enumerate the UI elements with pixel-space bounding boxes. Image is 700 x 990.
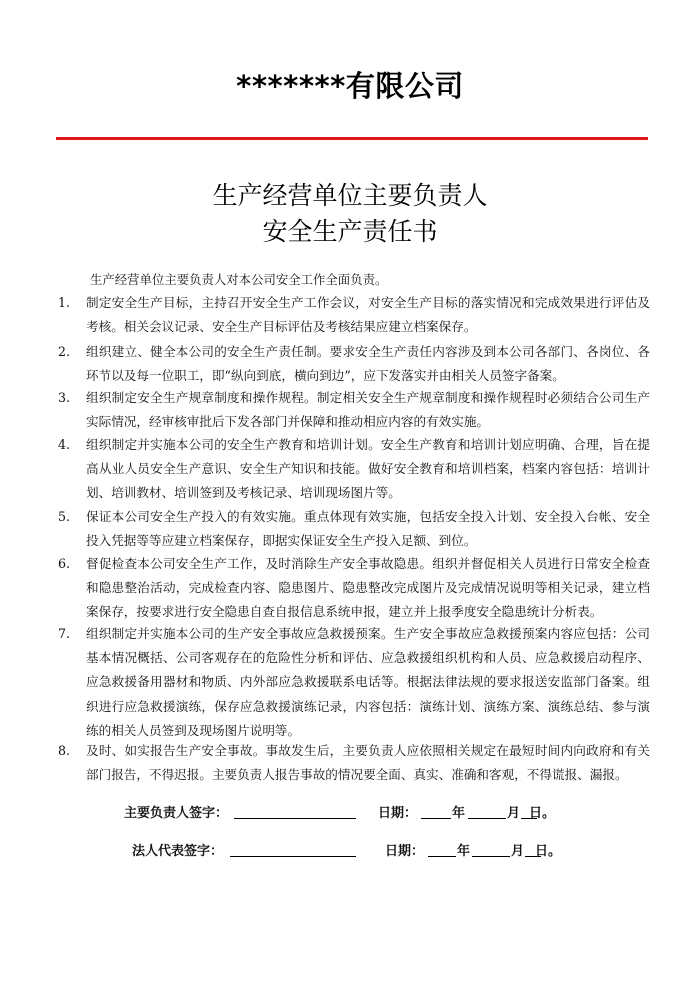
legal-day-label: 日。 bbox=[535, 844, 562, 859]
responsible-month-label: 月 bbox=[507, 806, 521, 821]
item-number: 6. bbox=[58, 556, 71, 571]
legal-month-label: 月 bbox=[511, 844, 525, 859]
item-number: 7. bbox=[58, 626, 71, 641]
legal-signature-label: 法人代表签字： bbox=[132, 844, 224, 859]
legal-year-label: 年 bbox=[457, 844, 471, 859]
item-text: 保证本公司安全生产投入的有效实施。重点体现有效实施，包括安全投入计划、安全投入台帐、安全投入凭据等等应建立档案保存，即据实保证安全生产投入足额、到位。 bbox=[86, 509, 650, 549]
item-number: 8. bbox=[58, 743, 71, 758]
item-number: 3. bbox=[58, 390, 71, 405]
list-item bbox=[50, 386, 650, 434]
item-text: 组织制定并实施本公司的安全生产教育和培训计划。安全生产教育和培训计划应明确、合理，旨在提高从业人员安全生产意识、安全生产知识和技能。做好安全教育和培训档案，档案内容包括：培训计划、培训教材、培训签到及考核记录、培训现场图片等。 bbox=[86, 437, 650, 501]
item-text: 及时、如实报告生产安全事故。事故发生后，主要负责人应依照相关规定在最短时间内向政府和有关部门报告，不得迟报。主要负责人报告事故的情况要全面、真实、准确和客观，不得谎报、漏报。 bbox=[86, 743, 650, 783]
responsible-date-label: 日期： bbox=[378, 806, 418, 821]
item-number: 1. bbox=[58, 295, 71, 310]
list-item bbox=[50, 739, 650, 787]
header-divider bbox=[56, 137, 648, 140]
item-text: 组织制定并实施本公司的生产安全事故应急救援预案。生产安全事故应急救援预案内容应包括：公司基本情况概括、公司客观存在的危险性分析和评估、应急救援组织机构和人员、应急救援启动程序、应急救援备用器材和物质、内外部应急救援联系电话等。根据法律法规的要求报送安监部门备案。组织进行应急救援演练，保存应急救援演练记录，内容包括：演练计划、演练方案、演练总结、参与演练的相关人员签到及现场图片说明等。 bbox=[86, 626, 650, 738]
legal-date-label: 日期： bbox=[385, 844, 425, 859]
responsible-year-label: 年 bbox=[452, 806, 466, 821]
item-number: 2. bbox=[58, 344, 71, 359]
list-item bbox=[50, 433, 650, 506]
list-item bbox=[50, 340, 650, 388]
intro-paragraph: 生产经营单位主要负责人对本公司安全工作全面负责。 bbox=[90, 272, 388, 287]
document-title-line1: 生产经营单位主要负责人 bbox=[212, 181, 488, 210]
item-number: 4. bbox=[58, 437, 71, 452]
company-name: *******有限公司 bbox=[236, 69, 464, 103]
item-text: 督促检查本公司安全生产工作，及时消除生产安全事故隐患。组织并督促相关人员进行日常安全检查和隐患整治活动，完成检查内容、隐患图片、隐患整改完成图片及完成情况说明等相关记录，建立档案保存，按要求进行安全隐患自查自报信息系统申报，建立并上报季度安全隐患统计分析表。 bbox=[86, 556, 650, 620]
list-item bbox=[50, 505, 650, 553]
responsible-day-label: 日。 bbox=[529, 806, 556, 821]
list-item bbox=[50, 622, 650, 743]
responsible-signature-label: 主要负责人签字： bbox=[124, 806, 229, 821]
item-number: 5. bbox=[58, 509, 71, 524]
item-text: 组织建立、健全本公司的安全生产责任制。要求安全生产责任内容涉及到本公司各部门、各岗位、各环节以及每一位职工，即“纵向到底，横向到边”，应下发落实并由相关人员签字备案。 bbox=[86, 344, 650, 384]
document-title-line2: 安全生产责任书 bbox=[262, 217, 438, 246]
list-item bbox=[50, 291, 650, 339]
item-text: 制定安全生产目标，主持召开安全生产工作会议，对安全生产目标的落实情况和完成效果进行评估及考核。相关会议记录、安全生产目标评估及考核结果应建立档案保存。 bbox=[86, 295, 650, 335]
item-text: 组织制定安全生产规章制度和操作规程。制定相关安全生产规章制度和操作规程时必须结合公司生产实际情况，经审核审批后下发各部门并保障和推动相应内容的有效实施。 bbox=[86, 390, 650, 430]
list-item bbox=[50, 552, 650, 625]
